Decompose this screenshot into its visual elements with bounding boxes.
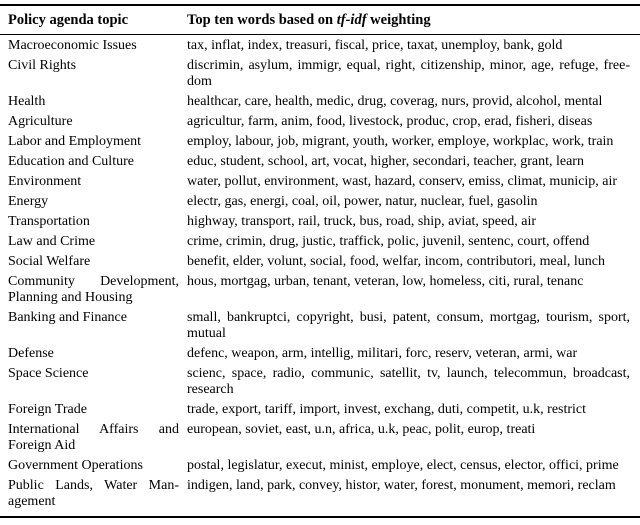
table-row bbox=[0, 272, 640, 308]
column-header-topic: Policy agenda topic bbox=[8, 12, 129, 28]
topic-cell: Government Operations bbox=[8, 458, 143, 473]
table-row bbox=[0, 476, 640, 512]
words-cell: highway, transport, rail, truck, bus, road, ship, aviat, speed, air bbox=[187, 214, 537, 229]
words-cell: benefit, elder, volunt, social, food, welfar, incom, contributori, meal, lunch bbox=[187, 254, 605, 269]
table-row bbox=[0, 92, 640, 112]
words-cell: small, bankruptci, copyright, busi, patent, consum, mortgag, tourism, sport, mutual bbox=[187, 310, 630, 341]
words-cell: scienc, space, radio, communic, satellit, tv, launch, telecommun, broadcast, research bbox=[187, 366, 630, 397]
table-row bbox=[0, 232, 640, 252]
words-cell: healthcar, care, health, medic, drug, coverag, nurs, provid, alcohol, mental bbox=[187, 94, 603, 109]
table-row bbox=[0, 112, 640, 132]
table-row bbox=[0, 172, 640, 192]
words-cell: defenc, weapon, arm, intellig, militari, forc, reserv, veteran, armi, war bbox=[187, 346, 578, 361]
words-cell: educ, student, school, art, vocat, higher, secondari, teacher, grant, learn bbox=[187, 154, 584, 169]
table-row bbox=[0, 400, 640, 420]
table-row bbox=[0, 344, 640, 364]
table-row bbox=[0, 420, 640, 456]
topic-cell: Community Development, Planning and Housing bbox=[8, 274, 179, 305]
words-cell: postal, legislatur, execut, minist, employe, elect, census, elector, offici, prime bbox=[187, 458, 619, 473]
topic-cell: Foreign Trade bbox=[8, 402, 87, 417]
topic-cell: Law and Crime bbox=[8, 234, 96, 249]
words-cell: electr, gas, energi, coal, oil, power, natur, nuclear, fuel, gasolin bbox=[187, 194, 538, 209]
words-cell: trade, export, tariff, import, invest, exchang, duti, competit, u.k, restrict bbox=[187, 402, 587, 417]
table-row bbox=[0, 364, 640, 400]
words-cell: crime, crimin, drug, justic, traffick, polic, juvenil, sentenc, court, offend bbox=[187, 234, 590, 249]
tfidf-term: tf-idf bbox=[336, 12, 367, 28]
table-row bbox=[0, 252, 640, 272]
topic-cell: Education and Culture bbox=[8, 154, 134, 169]
topic-cell: Environment bbox=[8, 174, 82, 189]
topic-cell: Macroeconomic Issues bbox=[8, 38, 137, 53]
topic-cell: Agriculture bbox=[8, 114, 73, 129]
table-row bbox=[0, 212, 640, 232]
table-body bbox=[0, 35, 640, 516]
words-cell: european, soviet, east, u.n, africa, u.k, peac, polit, europ, treati bbox=[187, 422, 536, 437]
topic-cell: Transportation bbox=[8, 214, 90, 229]
policy-topics-table bbox=[0, 4, 640, 518]
table-row bbox=[0, 36, 640, 56]
words-cell: discrimin, asylum, immigr, equal, right, citizenship, minor, age, refuge, freedom bbox=[187, 58, 630, 89]
words-cell: water, pollut, environment, wast, hazard, conserv, emiss, climat, municip, air bbox=[187, 174, 618, 189]
words-cell: tax, inflat, index, treasuri, fiscal, price, taxat, unemploy, bank, gold bbox=[187, 38, 563, 53]
words-cell: indigen, land, park, convey, histor, water, forest, monument, memori, reclam bbox=[187, 478, 616, 493]
topic-cell: Civil Rights bbox=[8, 58, 77, 73]
table-header-row bbox=[0, 6, 640, 35]
topic-cell: International Affairs and Foreign Aid bbox=[8, 422, 179, 453]
topic-cell: Labor and Employment bbox=[8, 134, 141, 149]
table-row bbox=[0, 456, 640, 476]
words-cell: employ, labour, job, migrant, youth, worker, employe, workplac, work, train bbox=[187, 134, 614, 149]
words-cell: hous, mortgag, urban, tenant, veteran, low, homeless, citi, rural, tenanc bbox=[187, 274, 584, 289]
table-row bbox=[0, 308, 640, 344]
topic-cell: Defense bbox=[8, 346, 54, 361]
column-header-words bbox=[187, 12, 630, 29]
topic-cell: Health bbox=[8, 94, 46, 109]
header-words-suffix: weighting bbox=[366, 12, 431, 28]
table-row bbox=[0, 152, 640, 172]
topic-cell: Social Welfare bbox=[8, 254, 91, 269]
topic-cell: Energy bbox=[8, 194, 49, 209]
table-row bbox=[0, 132, 640, 152]
table-row bbox=[0, 56, 640, 92]
header-words-prefix: Top ten words based on bbox=[187, 12, 337, 28]
topic-cell: Banking and Finance bbox=[8, 310, 127, 325]
topic-cell: Space Science bbox=[8, 366, 89, 381]
table-row bbox=[0, 192, 640, 212]
words-cell: agricultur, farm, anim, food, livestock, produc, crop, erad, fisheri, diseas bbox=[187, 114, 593, 129]
topic-cell: Public Lands, Water Management bbox=[8, 478, 179, 509]
